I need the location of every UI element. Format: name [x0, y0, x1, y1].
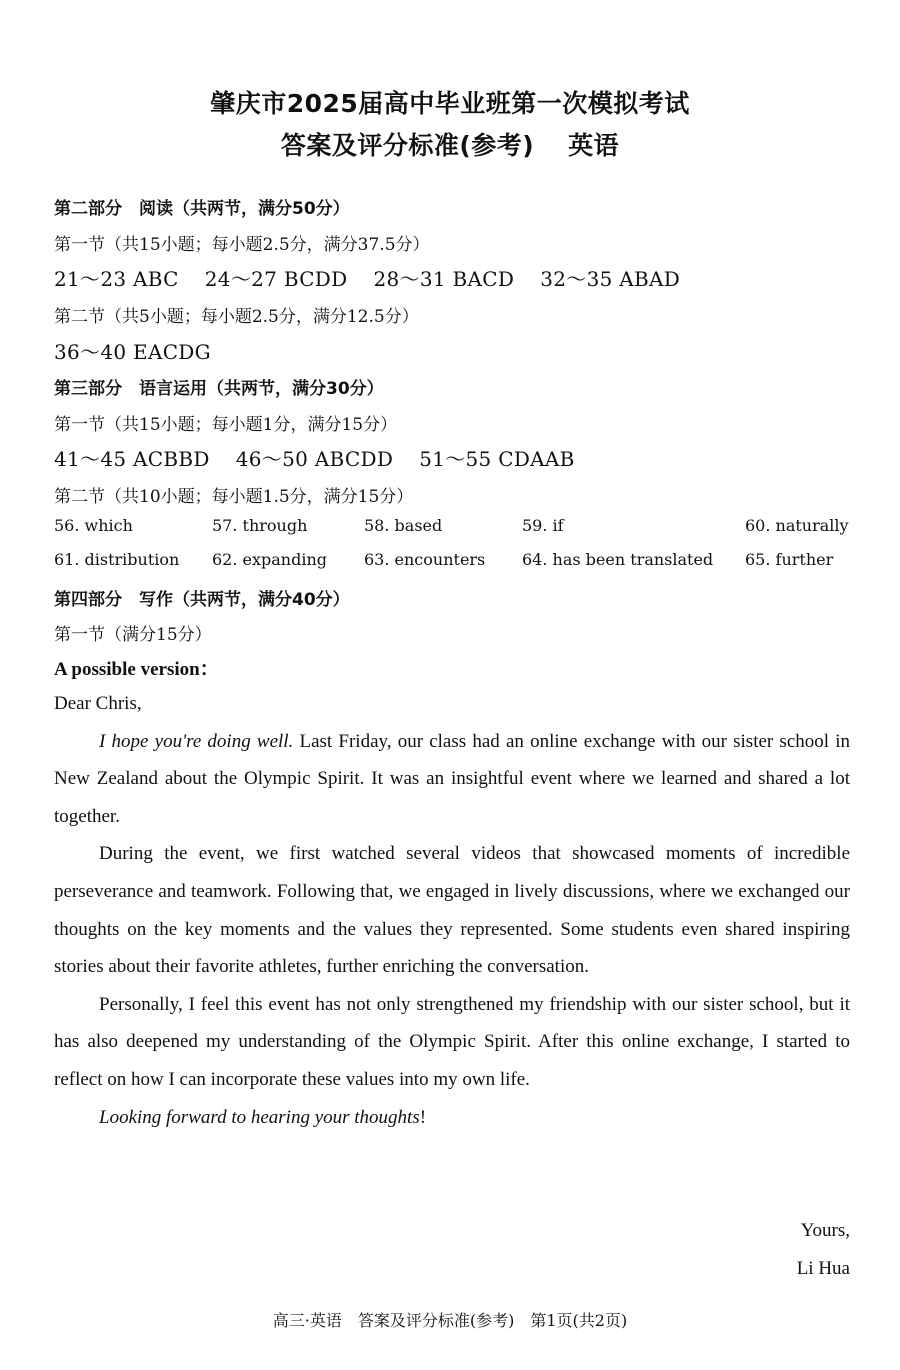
part3-section1-desc: 第一节（共15小题；每小题1分，满分15分）: [54, 415, 398, 435]
fill-answer: 62. expanding: [212, 550, 328, 569]
answer-group: 28～31 BACD: [373, 267, 515, 291]
fill-answer: 64. has been translated: [522, 550, 714, 569]
fill-answer: 61. distribution: [54, 550, 180, 569]
part2-section2-desc: 第二节（共5小题；每小题2.5分，满分12.5分）: [54, 307, 419, 327]
fill-answer: 56. which: [54, 516, 133, 535]
page-footer: 高三·英语 答案及评分标准(参考) 第1页(共2页): [272, 1311, 628, 1330]
sample-letter: [54, 685, 850, 1136]
fill-answer: 58. based: [364, 516, 443, 535]
part3-section2-desc: 第二节（共10小题；每小题1.5分，满分15分）: [54, 487, 414, 507]
part4-section1-desc: 第一节（满分15分）: [54, 625, 212, 645]
answer-group: 24～27 BCDD: [204, 267, 348, 291]
fill-answer: 65. further: [745, 550, 834, 569]
part2-section1-desc: 第一节（共15小题；每小题2.5分，满分37.5分）: [54, 235, 430, 255]
fill-answers-row-1: [54, 516, 854, 538]
letter-paragraph-3: Personally, I feel this event has not only strengthened my friendship with our sister school, but it has also deepened my understanding of the Olympic Spirit. After this online exchange, I started to reflect on how I can incorporate these values into my own life.: [54, 993, 850, 1090]
letter-paragraph-2: During the event, we first watched several videos that showcased moments of incredible perseverance and teamwork. Following that, we engaged in lively discussions, where we exchanged our thoughts on the key moments and the values they represented. Some students even shared inspiring stories about their favorite athletes, further enriching the conversation.: [54, 843, 850, 978]
possible-version-label: A possible version：: [54, 659, 219, 680]
part2-section1-answers: [54, 263, 706, 292]
letter-paragraph-1-text: Last Friday, our class had an online exchange with our sister school in New Zealand about the Olympic Spirit. It was an insightful event where we learned and shared a lot together.: [54, 730, 850, 827]
letter-paragraph-4: [54, 1099, 850, 1137]
part2-heading: 第二部分 阅读（共两节，满分50分）: [54, 199, 350, 219]
fill-answer: 63. encounters: [364, 550, 486, 569]
fill-answer: 59. if: [522, 516, 564, 535]
fill-answer: 60. naturally: [745, 516, 849, 535]
answer-group: 21～23 ABC: [54, 267, 179, 291]
subject-label: 英语: [568, 131, 620, 160]
letter-opening-italic: I hope you're doing well.: [99, 730, 294, 752]
part2-section2-answers: [54, 336, 237, 365]
answer-key-title: [0, 126, 900, 162]
letter-paragraph-1: [54, 723, 850, 836]
answer-group: 46～50 ABCDD: [235, 447, 394, 471]
letter-signature: Li Hua: [796, 1258, 850, 1279]
answer-group: 36～40 EACDG: [54, 340, 211, 364]
fill-answers-row-2: [54, 550, 854, 572]
answer-key-label: 答案及评分标准(参考): [280, 131, 535, 160]
fill-answer: 57. through: [212, 516, 308, 535]
letter-greeting: Dear Chris,: [54, 693, 142, 714]
answer-group: 41～45 ACBBD: [54, 447, 210, 471]
part3-section1-answers: [54, 443, 601, 472]
exam-title: 肇庆市2025届高中毕业班第一次模拟考试: [210, 89, 690, 118]
letter-closing-italic: Looking forward to hearing your thoughts: [99, 1106, 420, 1128]
part4-heading: 第四部分 写作（共两节，满分40分）: [54, 590, 350, 610]
part3-heading: 第三部分 语言运用（共两节，满分30分）: [54, 379, 384, 399]
letter-closing: Yours,: [800, 1220, 850, 1241]
answer-group: 32～35 ABAD: [540, 267, 681, 291]
letter-closing-punct: !: [419, 1106, 427, 1128]
answer-group: 51～55 CDAAB: [419, 447, 575, 471]
